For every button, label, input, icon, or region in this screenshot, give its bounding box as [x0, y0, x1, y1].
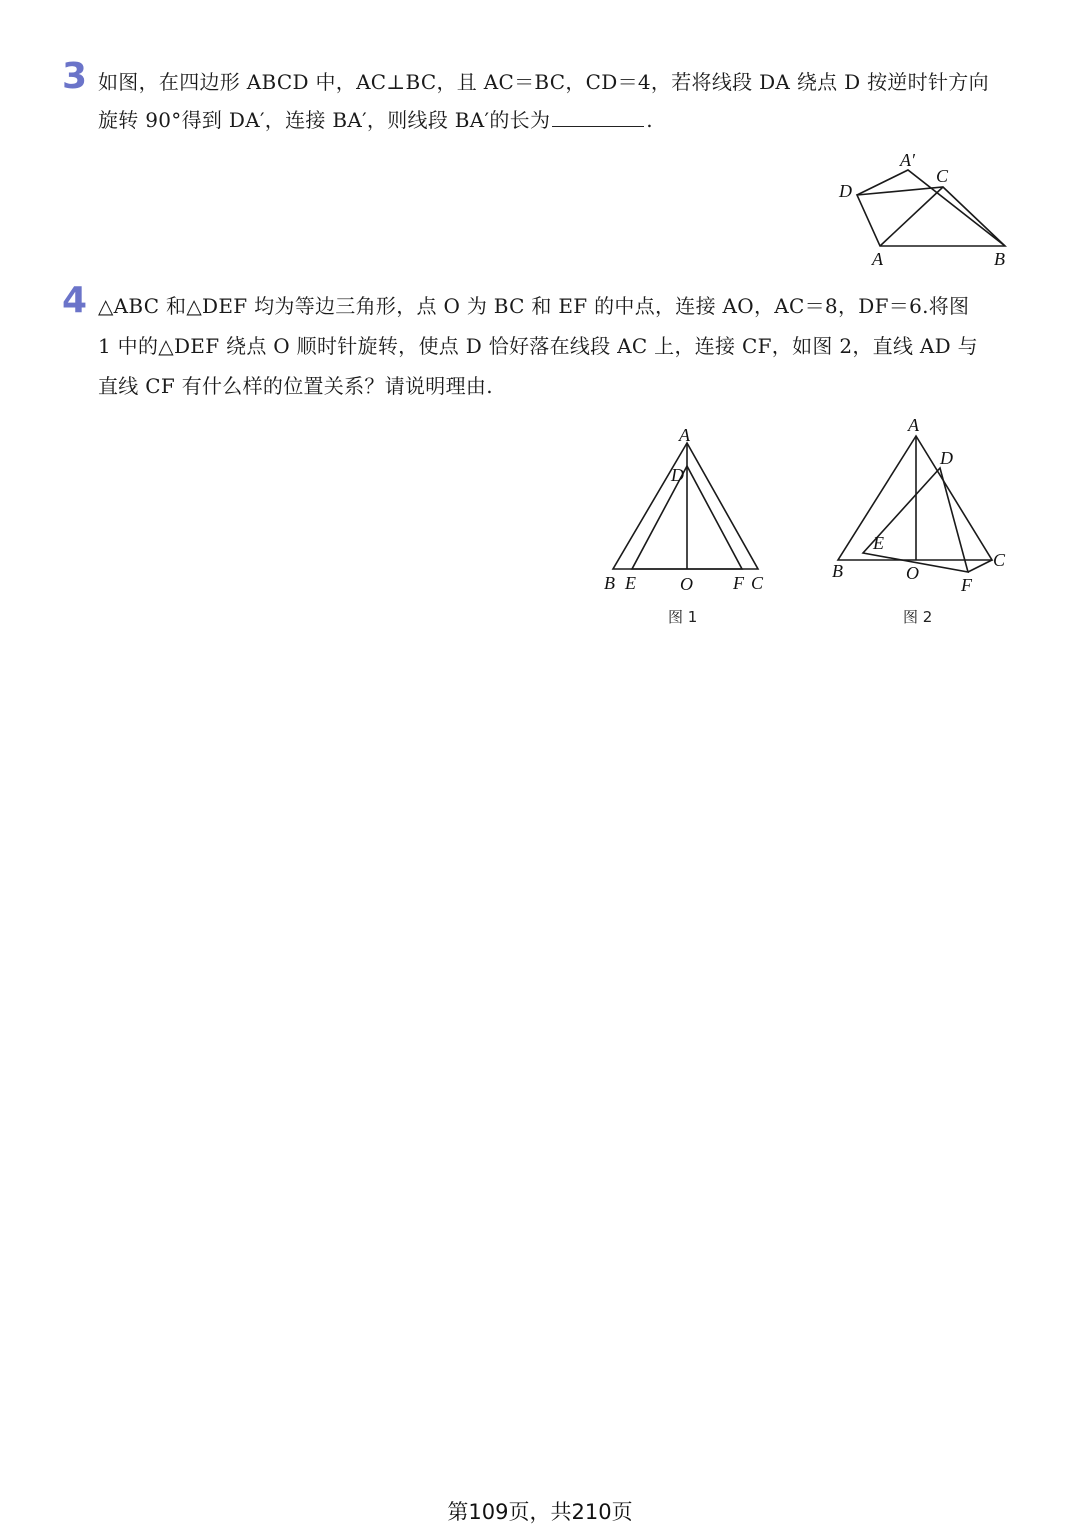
label-d: D: [940, 448, 953, 468]
problem-text-line: △ABC 和△DEF 均为等边三角形，点 O 为 BC 和 EF 的中点，连接 AO，AC＝8，DF＝6.将图: [98, 294, 970, 318]
label-c: C: [936, 166, 949, 186]
label-f: F: [961, 575, 972, 595]
problem-number: 4: [62, 280, 88, 321]
label-a: A: [679, 425, 690, 445]
page-number-footer: 第109页，共210页: [447, 1500, 633, 1524]
label-a: A: [872, 249, 883, 269]
label-e: E: [873, 533, 884, 553]
problem-text-line: 直线 CF 有什么样的位置关系？请说明理由.: [98, 374, 493, 398]
figure-2: [0, 0, 1080, 640]
triangle-abc: [838, 436, 992, 560]
label-f: F: [733, 573, 744, 593]
label-o: O: [906, 563, 919, 583]
problem-text: 旋转 90°得到 DA′，连接 BA′，则线段 BA′的长为: [98, 108, 551, 132]
problem-text: .: [646, 108, 653, 132]
problem-text-line: 1 中的△DEF 绕点 O 顺时针旋转，使点 D 恰好落在线段 AC 上，连接 CF，如图 2，直线 AD 与: [98, 334, 978, 358]
label-c: C: [993, 550, 1006, 570]
label-d: D: [839, 181, 852, 201]
label-a: A: [908, 415, 919, 435]
label-b: B: [832, 561, 843, 581]
label-b: B: [994, 249, 1005, 269]
label-o: O: [680, 574, 693, 594]
problem-number: 3: [62, 56, 88, 97]
figure-2-caption: 图 2: [903, 608, 933, 626]
label-c: C: [751, 573, 764, 593]
label-d: D: [671, 465, 684, 485]
label-a-prime: A′: [900, 150, 915, 170]
figure-1-caption: 图 1: [668, 608, 698, 626]
label-e: E: [625, 573, 636, 593]
label-b: B: [604, 573, 615, 593]
segment-cf: [968, 560, 992, 572]
problem-text-line: 如图，在四边形 ABCD 中，AC⊥BC，且 AC＝BC，CD＝4，若将线段 DA 绕点 D 按逆时针方向: [98, 70, 989, 94]
